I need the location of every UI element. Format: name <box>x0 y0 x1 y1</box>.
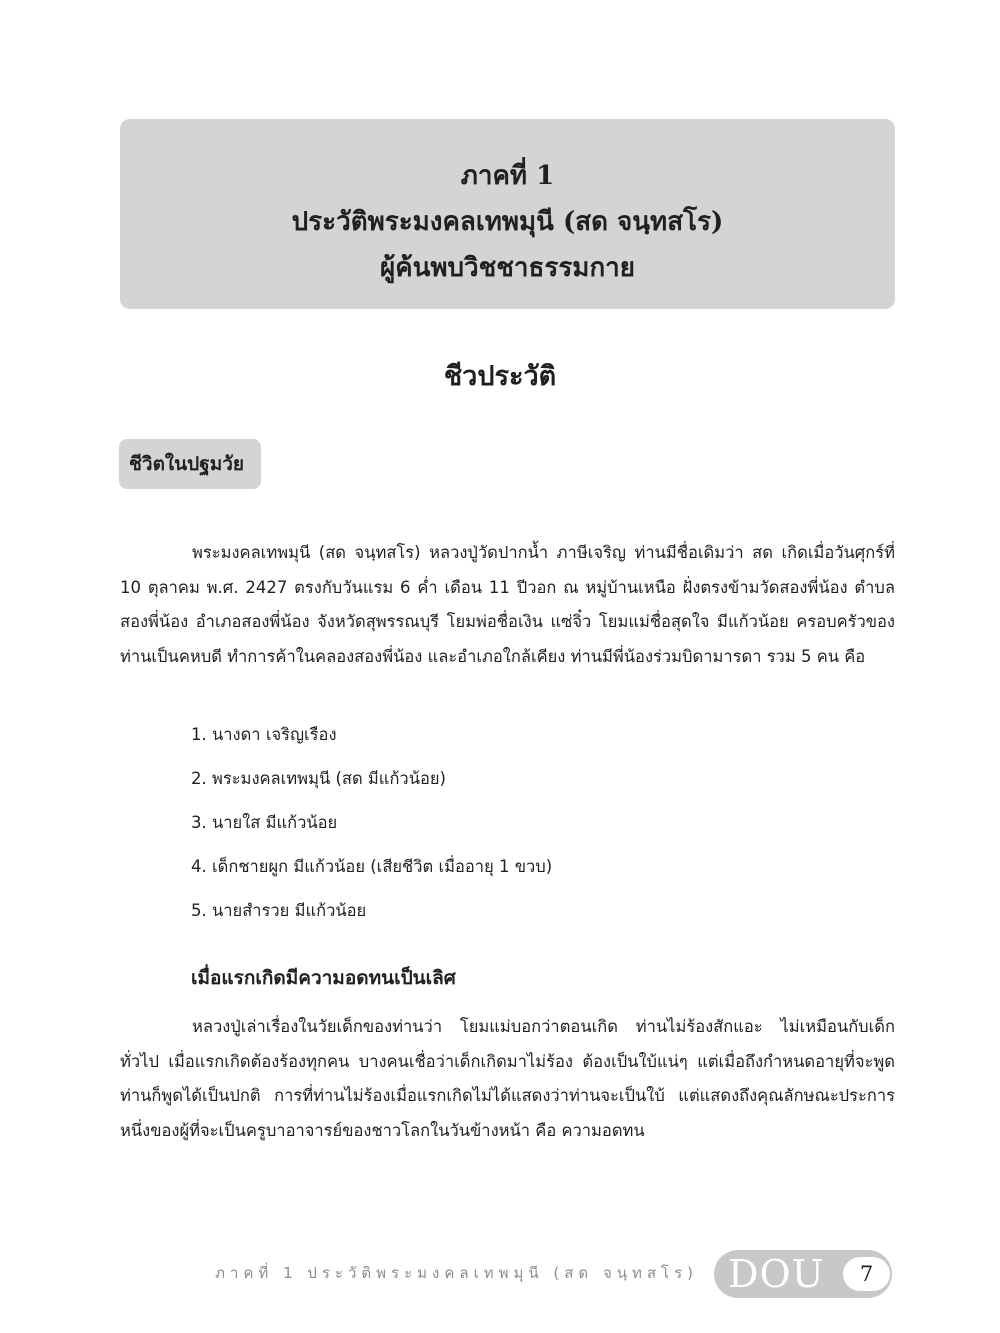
list-item: 1. นางดา เจริญเรือง <box>191 725 337 744</box>
list-item: 4. เด็กชายผูก มีแก้วน้อย (เสียชีวิต เมื่ออายุ 1 ขวบ) <box>191 857 553 876</box>
list-item: 3. นายใส มีแก้วน้อย <box>191 813 338 832</box>
brand-logo: DOU <box>728 1252 825 1296</box>
siblings-list <box>191 717 791 937</box>
part-number: ภาคที่ 1 <box>460 161 555 191</box>
birth-paragraph-block <box>120 1010 895 1148</box>
birth-paragraph: หลวงปู่เล่าเรื่องในวัยเด็กของท่านว่า โยมแม่บอกว่าตอนเกิด ท่านไม่ร้องสักแอะ ไม่เหมือนกับเด็กทั่วไป เมื่อแรกเกิดต้องร้องทุกคน บางคนเชื่อว่าเด็กเกิดมาไม่ร้อง ต้องเป็นใบ้แน่ๆ แต่เมื่อถึงกำหนดอายุที่จะพูด ท่านก็พูดได้เป็นปกติ การที่ท่านไม่ร้องเมื่อแรกเกิดไม่ได้แสดงว่าท่านจะเป็นใบ้ แต่แสดงถึงคุณลักษณะประการหนึ่งของผู้ที่จะเป็นครูบาอาจารย์ของชาวโลกในวันข้างหน้า คือ ความอดทน <box>120 1017 895 1140</box>
chapter-title: ชีวประวัติ <box>443 361 557 392</box>
list-item: 2. พระมงคลเทพมุนี (สด มีแก้วน้อย) <box>191 769 446 788</box>
sub-heading: เมื่อแรกเกิดมีความอดทนเป็นเลิศ <box>191 967 456 989</box>
intro-paragraph-block <box>120 536 895 674</box>
running-footer: ภาคที่ 1 ประวัติพระมงคลเทพมุนี (สด จนฺทสโร) <box>215 1264 698 1282</box>
part-title: ประวัติพระมงคลเทพมุนี (สด จนฺทสโร) <box>291 207 724 237</box>
page-badge <box>714 1250 892 1298</box>
list-item: 5. นายสำรวย มีแก้วน้อย <box>191 901 367 920</box>
part-subtitle: ผู้ค้นพบวิชชาธรรมกาย <box>379 253 636 283</box>
intro-paragraph: พระมงคลเทพมุนี (สด จนฺทสโร) หลวงปู่วัดปากน้ำ ภาษีเจริญ ท่านมีชื่อเดิมว่า สด เกิดเมื่อวันศุกร์ที่ 10 ตุลาคม พ.ศ. 2427 ตรงกับวันแรม 6 ค่ำ เดือน 11 ปีวอก ณ หมู่บ้านเหนือ ฝั่งตรงข้ามวัดสองพี่น้อง ตำบลสองพี่น้อง อำเภอสองพี่น้อง จังหวัดสุพรรณบุรี โยมพ่อชื่อเงิน แซ่จิ๋ว โยมแม่ชื่อสุดใจ มีแก้วน้อย ครอบครัวของท่านเป็นคหบดี ทำการค้าในคลองสองพี่น้อง และอำเภอใกล้เคียง ท่านมีพี่น้องร่วมบิดามารดา รวม 5 คน คือ <box>120 543 895 666</box>
section-heading: ชีวิตในปฐมวัย <box>119 439 261 489</box>
page-number: 7 <box>843 1257 890 1291</box>
part-title-box <box>120 119 895 309</box>
